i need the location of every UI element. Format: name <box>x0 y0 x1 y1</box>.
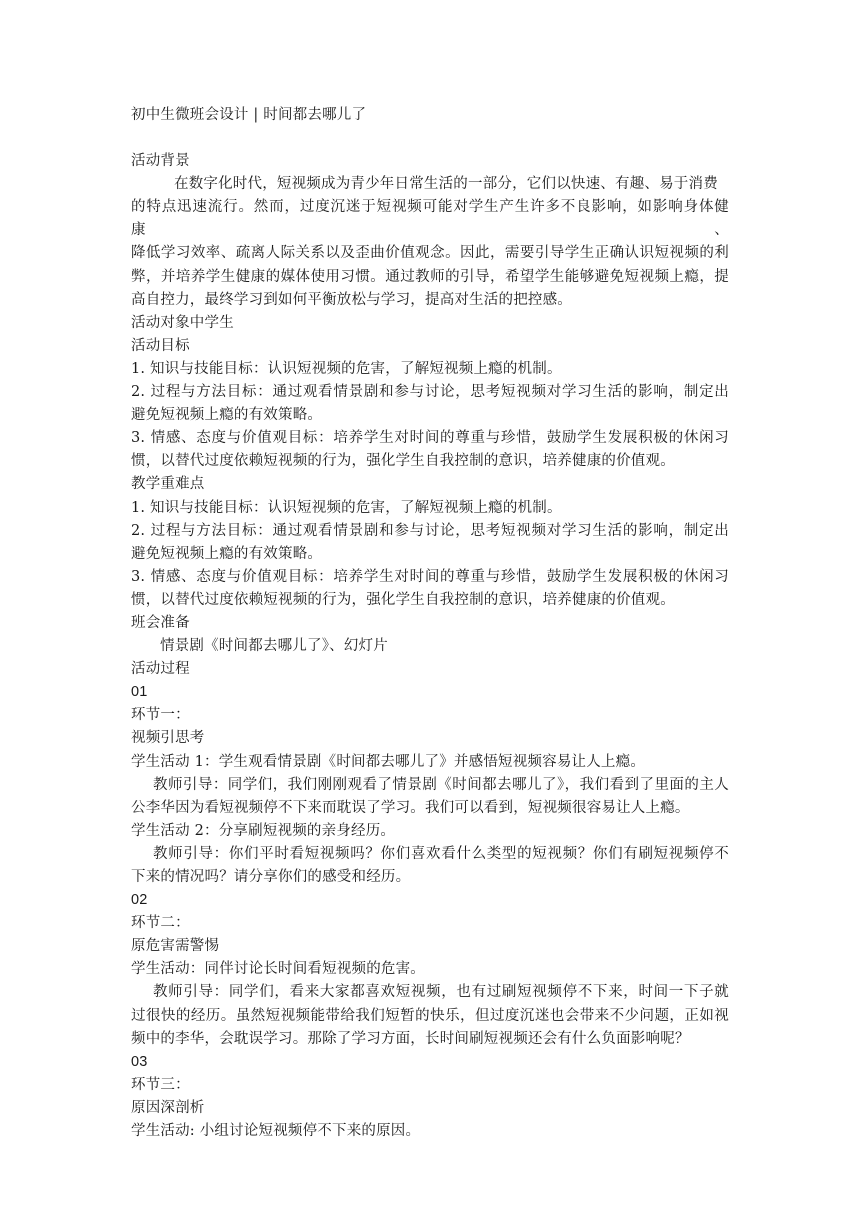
keypoint-item-cont: 避免短视频上瘾的有效策略。 <box>131 545 323 562</box>
keypoint-item: 2. 过程与方法目标：通过观看情景剧和参与讨论，思考短视频对学习生活的影响，制定出 <box>131 522 729 539</box>
target-line: 活动对象中学生 <box>131 314 234 331</box>
goal-item: 3. 情感、态度与价值观目标：培养学生对时间的尊重与珍惜，鼓励学生发展积极的休闲习 <box>131 430 729 447</box>
section-name: 原危害需警惕 <box>131 938 220 955</box>
goal-item-cont: 避免短视频上瘾的有效策略。 <box>131 407 323 424</box>
goal-item-cont: 惯，以替代过度依赖短视频的行为，强化学生自我控制的意识，培养健康的价值观。 <box>131 453 675 470</box>
section-label: 环节一： <box>131 707 190 724</box>
document-title: 初中生微班会设计 | 时间都去哪儿了 <box>131 107 367 123</box>
background-line: 弊，并培养学生健康的媒体使用习惯。通过教师的引导，希望学生能够避免短视频上瘾，提 <box>131 268 729 285</box>
teacher-guidance: 教师引导：同学们，我们刚刚观看了情景剧《时间都去哪儿了》，我们看到了里面的主人 <box>153 776 729 793</box>
section-number: 02 <box>131 892 148 909</box>
background-line: 的特点迅速流行。然而，过度沉迷于短视频可能对学生产生许多不良影响，如影响身体健康、 <box>131 199 729 239</box>
section-number: 03 <box>131 1053 148 1070</box>
section-label: 环节三： <box>131 1076 190 1093</box>
section-name: 视频引思考 <box>131 730 205 747</box>
keypoint-item-cont: 惯，以替代过度依赖短视频的行为，强化学生自我控制的意识，培养健康的价值观。 <box>131 591 675 608</box>
keypoint-item: 1. 知识与技能目标：认识短视频的危害，了解短视频上瘾的机制。 <box>131 499 562 516</box>
teacher-guidance: 教师引导：你们平时看短视频吗？你们喜欢看什么类型的短视频？你们有刷短视频停不 <box>153 845 729 862</box>
background-line: 高自控力，最终学习到如何平衡放松与学习，提高对生活的把控感。 <box>131 291 572 308</box>
document-page <box>131 104 729 1143</box>
student-activity: 学生活动：同伴讨论长时间看短视频的危害。 <box>131 961 425 978</box>
goals-heading: 活动目标 <box>131 337 190 354</box>
background-line: 在数字化时代，短视频成为青少年日常生活的一部分，它们以快速、有趣、易于消费 <box>174 176 718 193</box>
prep-heading: 班会准备 <box>131 614 190 631</box>
goal-item: 1. 知识与技能目标：认识短视频的危害，了解短视频上瘾的机制。 <box>131 360 562 377</box>
background-heading: 活动背景 <box>131 153 190 170</box>
student-activity: 学生活动: 小组讨论短视频停不下来的原因。 <box>131 1123 421 1140</box>
background-line: 降低学习效率、疏离人际关系以及歪曲价值观念。因此，需要引导学生正确认识短视频的利 <box>131 245 729 262</box>
keypoint-item: 3. 情感、态度与价值观目标：培养学生对时间的尊重与珍惜，鼓励学生发展积极的休闲习 <box>131 568 729 585</box>
section-label: 环节二： <box>131 915 190 932</box>
teacher-guidance-cont: 频中的李华，会耽误学习。那除了学习方面，长时间刷短视频还会有什么负面影响呢？ <box>131 1030 690 1047</box>
section-number: 01 <box>131 684 148 701</box>
student-activity: 学生活动 1：学生观看情景剧《时间都去哪儿了》并感悟短视频容易让人上瘾。 <box>131 753 646 770</box>
teacher-guidance: 教师引导：同学们，看来大家都喜欢短视频，也有过刷短视频停不下来，时间一下子就 <box>153 984 729 1001</box>
teacher-guidance-cont: 过很快的经历。虽然短视频能带给我们短暂的快乐，但过度沉迷也会带来不少问题，正如视 <box>131 1007 729 1024</box>
student-activity: 学生活动 2：分享刷短视频的亲身经历。 <box>131 822 396 839</box>
goal-item: 2. 过程与方法目标：通过观看情景剧和参与讨论，思考短视频对学习生活的影响，制定出 <box>131 384 729 401</box>
prep-text: 情景剧《时间都去哪儿了》、幻灯片 <box>160 638 388 655</box>
section-name: 原因深剖析 <box>131 1099 205 1116</box>
teacher-guidance-cont: 公李华因为看短视频停不下来而耽误了学习。我们可以看到，短视频很容易让人上瘾。 <box>131 799 690 816</box>
keypoints-heading: 教学重难点 <box>131 476 205 493</box>
teacher-guidance-cont: 下来的情况吗？请分享你们的感受和经历。 <box>131 869 411 885</box>
process-heading: 活动过程 <box>131 661 190 678</box>
